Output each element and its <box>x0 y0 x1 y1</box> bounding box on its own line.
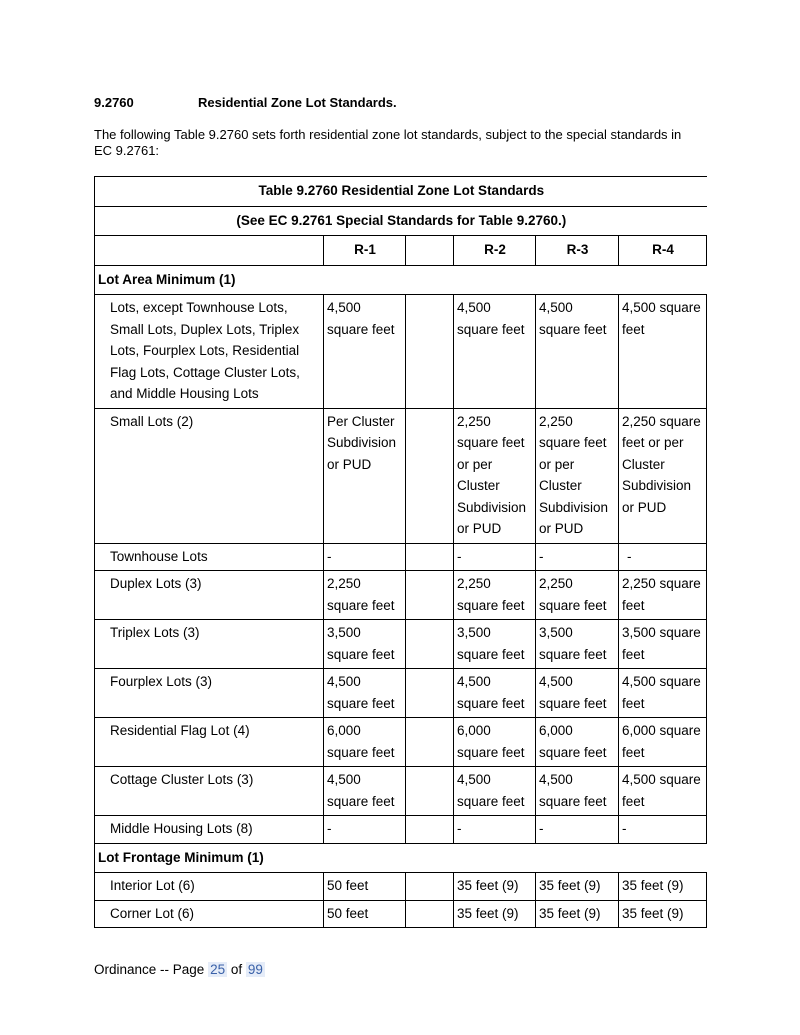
table-cell <box>406 620 454 669</box>
table-cell: 3,500 square feet <box>324 620 406 669</box>
table-cell <box>406 767 454 816</box>
row-label: Middle Housing Lots (8) <box>95 816 324 844</box>
table-cell: 6,000 square feet <box>619 718 707 767</box>
table-cell: 35 feet (9) <box>619 873 707 901</box>
table-cell: 4,500 square feet <box>619 767 707 816</box>
table-cell: 4,500 square feet <box>454 669 536 718</box>
row-label: Residential Flag Lot (4) <box>95 718 324 767</box>
table-cell: - <box>454 816 536 844</box>
table-cell: 2,250 square feet <box>324 571 406 620</box>
table-cell: 35 feet (9) <box>454 873 536 901</box>
table-cell: - <box>324 816 406 844</box>
table-cell <box>406 408 454 543</box>
table-cell: 4,500 square feet <box>619 295 707 409</box>
page-total: 99 <box>247 962 263 977</box>
row-label: Small Lots (2) <box>95 408 324 543</box>
table-cell: - <box>536 816 619 844</box>
table-cell: 4,500 square feet <box>536 295 619 409</box>
table-row <box>95 408 707 543</box>
table-row <box>95 571 707 620</box>
section-number: 9.2760 <box>94 95 134 110</box>
table-subtitle: (See EC 9.2761 Special Standards for Table 9.2760.) <box>95 206 707 236</box>
group-label: Lot Area Minimum (1) <box>95 265 707 295</box>
row-label: Townhouse Lots <box>95 543 324 571</box>
table-cell: 4,500 square feet <box>619 669 707 718</box>
table-cell: 3,500 square feet <box>619 620 707 669</box>
table-title-row <box>95 177 707 207</box>
table-cell: 6,000 square feet <box>536 718 619 767</box>
row-label: Lots, except Townhouse Lots, Small Lots, Duplex Lots, Triplex Lots, Fourplex Lots, Residential Flag Lots, Cottage Cluster Lots, and Middle Housing Lots <box>95 295 324 409</box>
table-cell: 2,250 square feet <box>536 571 619 620</box>
column-header: R-3 <box>536 236 619 266</box>
column-header: R-2 <box>454 236 536 266</box>
section-title: Residential Zone Lot Standards. <box>198 95 397 110</box>
table-cell: 6,000 square feet <box>454 718 536 767</box>
table-cell: 50 feet <box>324 900 406 928</box>
column-header-empty <box>95 236 324 266</box>
table-cell: 2,250 square feet <box>619 571 707 620</box>
table-cell: 2,250 square feet or per Cluster Subdivision or PUD <box>454 408 536 543</box>
table-cell: - <box>454 543 536 571</box>
page-number: 25 <box>210 962 226 977</box>
table-row <box>95 669 707 718</box>
row-label: Corner Lot (6) <box>95 900 324 928</box>
table-cell: Per Cluster Subdivision or PUD <box>324 408 406 543</box>
table-row <box>95 543 707 571</box>
table-cell <box>406 295 454 409</box>
table-cell <box>406 900 454 928</box>
group-label: Lot Frontage Minimum (1) <box>95 843 707 873</box>
table-cell <box>406 571 454 620</box>
row-label: Triplex Lots (3) <box>95 620 324 669</box>
table-cell: - <box>619 543 707 571</box>
table-cell: 35 feet (9) <box>619 900 707 928</box>
column-header: R-4 <box>619 236 707 266</box>
column-header-row <box>95 236 707 266</box>
table-cell: 6,000 square feet <box>324 718 406 767</box>
table-cell: 3,500 square feet <box>536 620 619 669</box>
table-cell: - <box>619 816 707 844</box>
table-cell: 35 feet (9) <box>536 873 619 901</box>
table-cell: - <box>536 543 619 571</box>
table-cell: 2,250 square feet or per Cluster Subdivision or PUD <box>536 408 619 543</box>
footer-of: of <box>230 962 243 977</box>
table-cell: 35 feet (9) <box>536 900 619 928</box>
group-header-row <box>95 843 707 873</box>
column-header: R-1 <box>324 236 406 266</box>
table-row <box>95 620 707 669</box>
table-cell: 4,500 square feet <box>324 669 406 718</box>
table-cell <box>406 873 454 901</box>
table-row <box>95 718 707 767</box>
table-row <box>95 900 707 928</box>
table-row <box>95 873 707 901</box>
table-cell: 2,250 square feet <box>454 571 536 620</box>
table-cell: - <box>324 543 406 571</box>
page-footer <box>94 962 265 977</box>
footer-prefix: Ordinance -- Page <box>94 962 205 977</box>
lot-standards-table <box>94 176 707 928</box>
table-cell <box>406 543 454 571</box>
table-title: Table 9.2760 Residential Zone Lot Standards <box>95 177 707 207</box>
table-cell <box>406 669 454 718</box>
table-cell: 2,250 square feet or per Cluster Subdivision or PUD <box>619 408 707 543</box>
intro-paragraph: The following Table 9.2760 sets forth residential zone lot standards, subject to the special standards in EC 9.2761: <box>94 127 682 158</box>
table-cell: 4,500 square feet <box>324 767 406 816</box>
table-subtitle-row <box>95 206 707 236</box>
row-label: Interior Lot (6) <box>95 873 324 901</box>
row-label: Fourplex Lots (3) <box>95 669 324 718</box>
table-cell: 3,500 square feet <box>454 620 536 669</box>
table-cell: 4,500 square feet <box>536 767 619 816</box>
table-cell: 50 feet <box>324 873 406 901</box>
section-heading <box>94 95 397 110</box>
group-header-row <box>95 265 707 295</box>
column-header <box>406 236 454 266</box>
table-cell: 4,500 square feet <box>324 295 406 409</box>
table-row <box>95 816 707 844</box>
table-cell <box>406 718 454 767</box>
table-row <box>95 295 707 409</box>
row-label: Duplex Lots (3) <box>95 571 324 620</box>
table-cell: 4,500 square feet <box>454 295 536 409</box>
table-cell: 35 feet (9) <box>454 900 536 928</box>
table-cell: 4,500 square feet <box>454 767 536 816</box>
table-cell <box>406 816 454 844</box>
table-row <box>95 767 707 816</box>
row-label: Cottage Cluster Lots (3) <box>95 767 324 816</box>
table-cell: 4,500 square feet <box>536 669 619 718</box>
